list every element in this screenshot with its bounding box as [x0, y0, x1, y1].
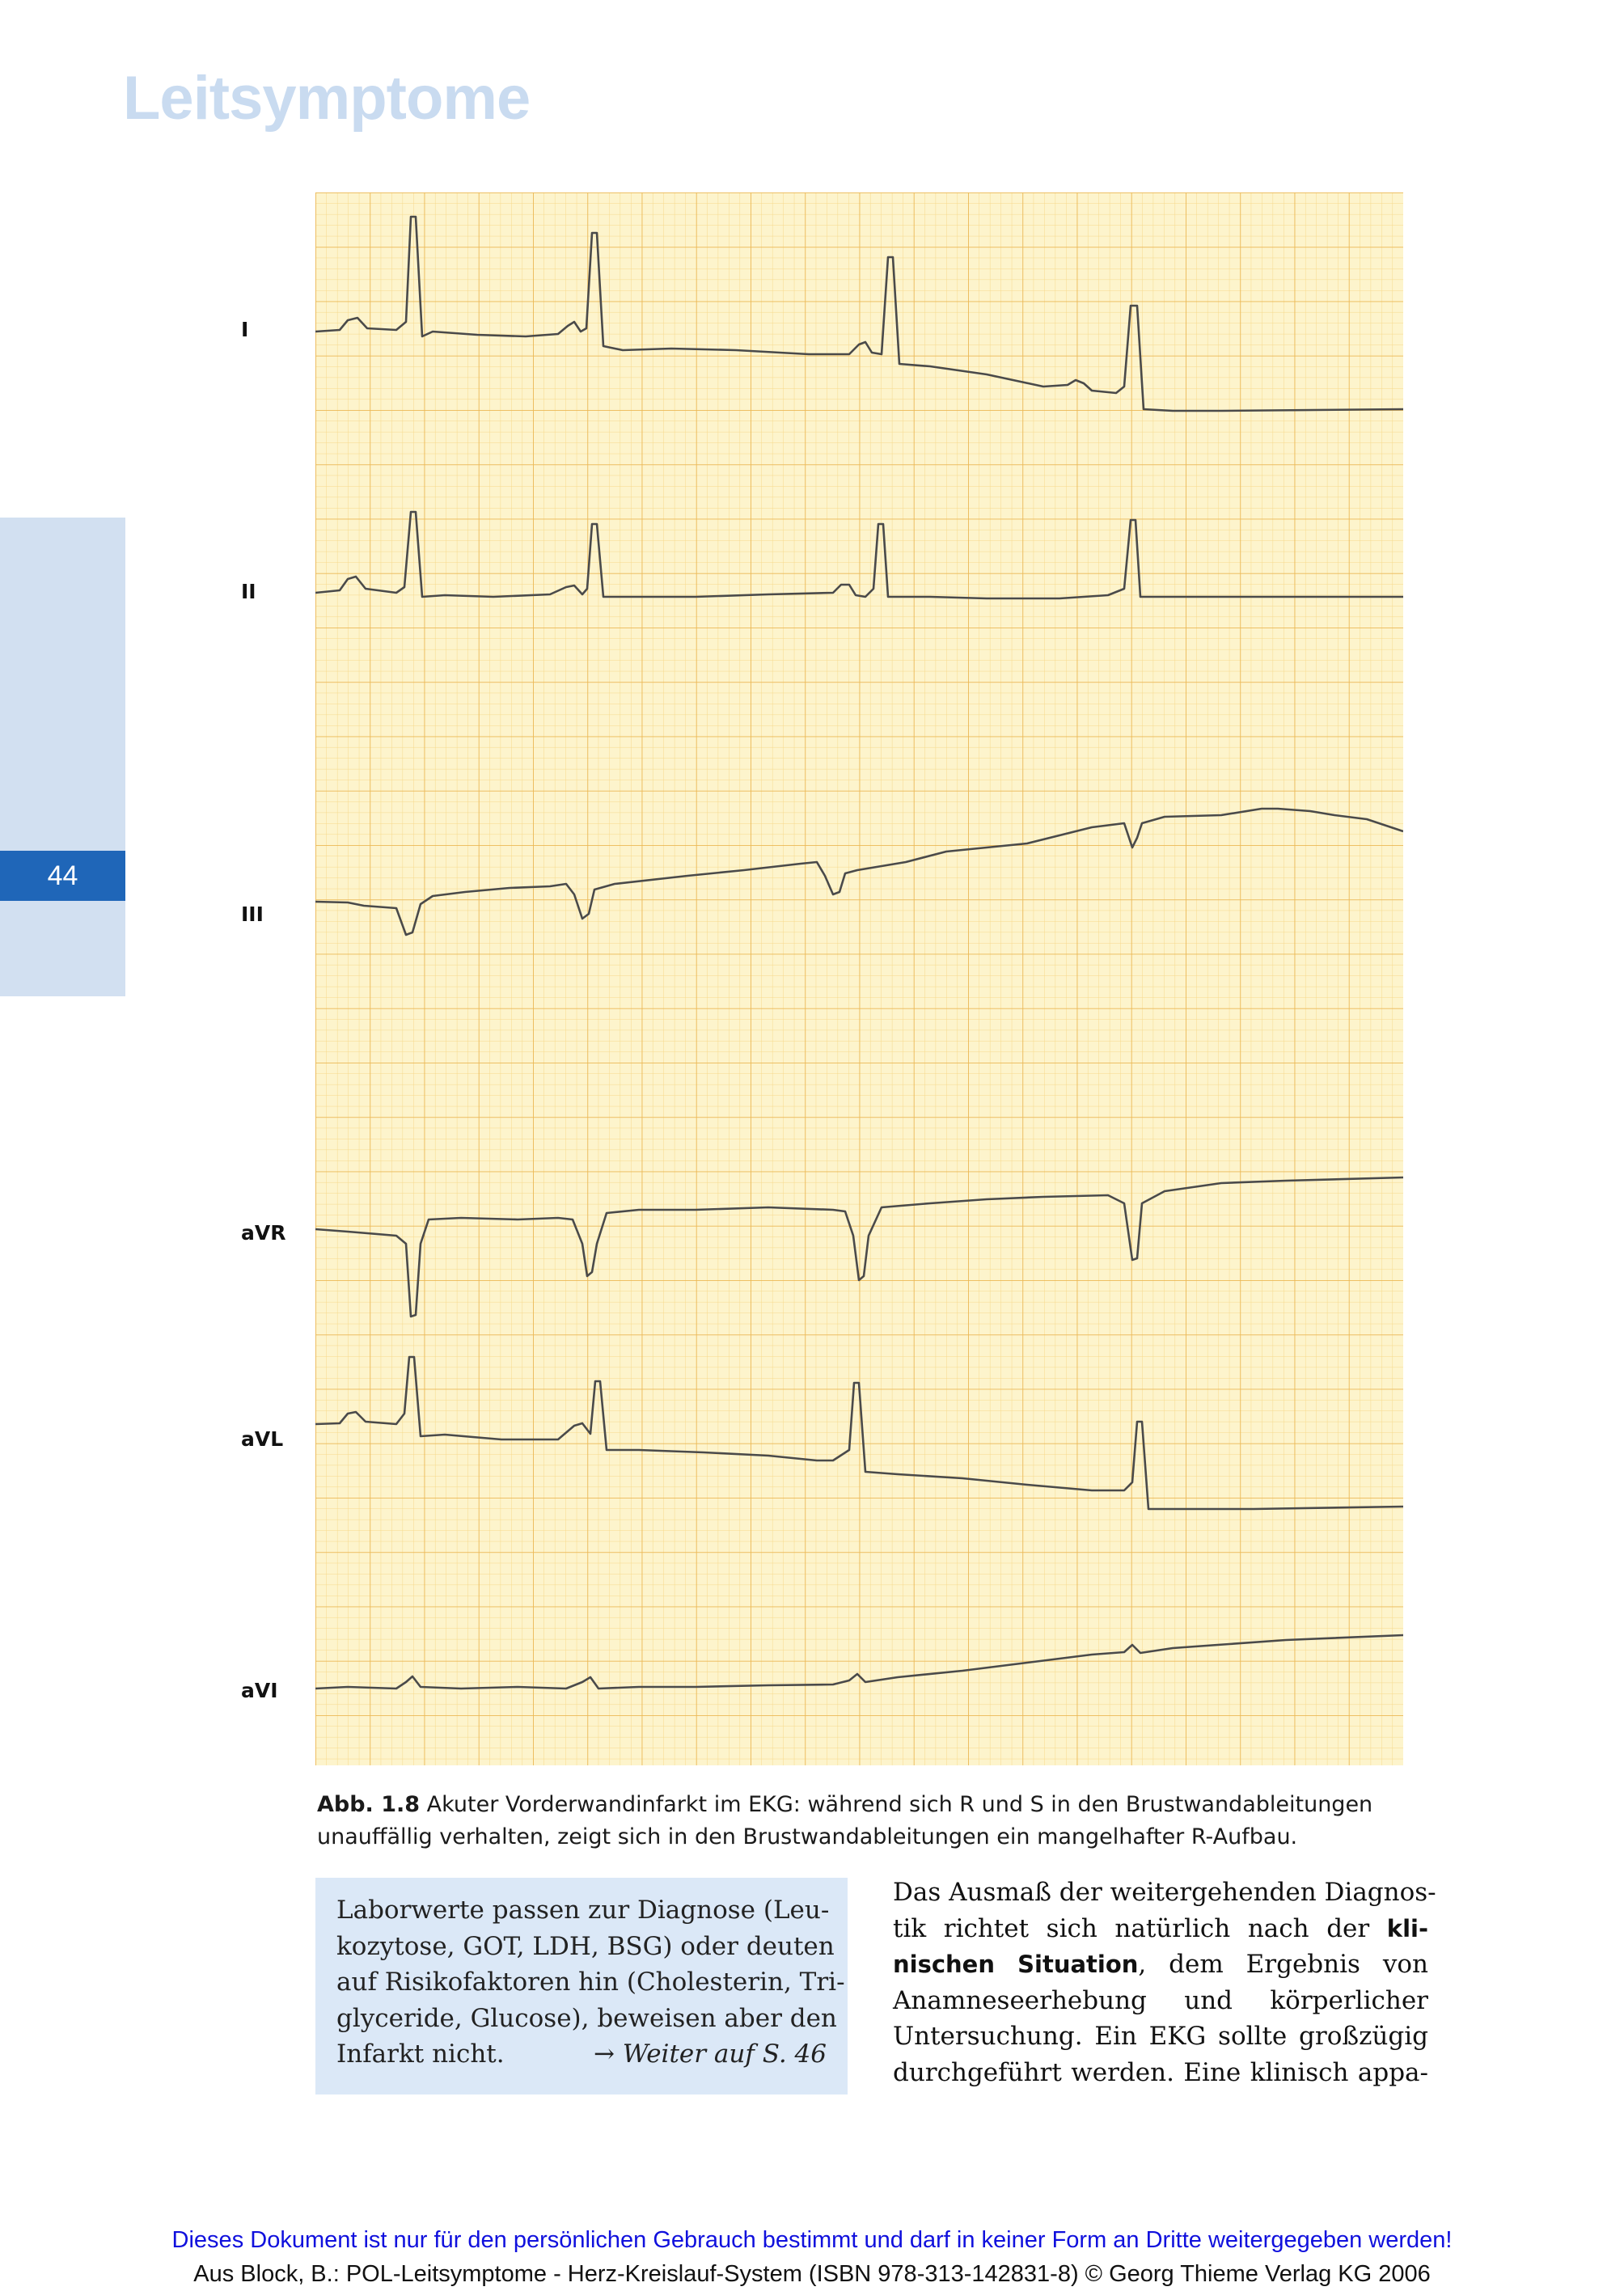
info-line-4: glyceride, Glucose), beweisen aber den — [336, 2003, 837, 2033]
lead-label-aVI: aVI — [241, 1679, 278, 1702]
body-text — [893, 1875, 1436, 2090]
body-line-4: Anamneseerhebung und körperlicher — [893, 1985, 1428, 2015]
footer-copyright-notice: Dieses Dokument ist nur für den persönlichen Gebrauch bestimmt und darf in keiner Form an Dritte weitergegeben werden! — [171, 2227, 1453, 2253]
lead-label-II: II — [241, 580, 256, 603]
info-line-1: Laborwerte passen zur Diagnose (Leu- — [336, 1896, 830, 1925]
info-line-5: Infarkt nicht. — [336, 2039, 505, 2069]
ecg-grid-paper — [315, 192, 1403, 1765]
keyword-situation: nischen Situation — [893, 1951, 1139, 1978]
info-last-line — [336, 2036, 827, 2073]
ecg-figure — [315, 192, 1403, 1765]
footer-source-citation: Aus Block, B.: POL-Leitsymptome - Herz-Kreislauf-System (ISBN 978-313-142831-8) © Georg Thieme Verlag KG 2006 — [193, 2261, 1431, 2287]
lead-label-aVL: aVL — [241, 1427, 284, 1451]
body-line-3-text: , dem Ergebnis von — [1138, 1950, 1428, 1979]
body-line-2 — [893, 1911, 1428, 1947]
figure-label: Abb. 1.8 — [317, 1792, 421, 1817]
body-line-6: durchgeführt werden. Eine klinisch appa- — [893, 2057, 1428, 2087]
body-line-1: Das Ausmaß der weitergehenden Diagnos- — [893, 1878, 1436, 1907]
caption-line-1 — [317, 1789, 1409, 1821]
info-line-3: auf Risikofaktoren hin (Cholesterin, Tri- — [336, 1968, 845, 1997]
info-box — [315, 1878, 848, 2094]
caption-text-1: Akuter Vorderwandinfarkt im EKG: während sich R und S in den Brustwandableitungen — [426, 1792, 1373, 1817]
caption-line-2: unauffällig verhalten, zeigt sich in den Brustwandableitungen ein mangelhafter R-Aufbau. — [317, 1824, 1298, 1849]
info-line-2: kozytose, GOT, LDH, BSG) oder deuten — [336, 1931, 835, 1961]
figure-caption — [317, 1789, 1409, 1854]
lead-label-I: I — [241, 318, 249, 341]
body-line-5: Untersuchung. Ein EKG sollte großzügig — [893, 2022, 1428, 2051]
chapter-side-tab — [0, 518, 125, 996]
cross-reference-link[interactable]: → Weiter auf S. 46 — [594, 2039, 827, 2069]
lead-label-III: III — [241, 902, 264, 926]
running-header-title: Leitsymptome — [123, 64, 531, 133]
page-number: 44 — [0, 851, 125, 901]
body-line-2-text: tik richtet sich natürlich nach der — [893, 1913, 1387, 1943]
body-line-3 — [893, 1947, 1428, 1983]
lead-label-aVR: aVR — [241, 1221, 286, 1245]
keyword-klinischen: kli- — [1386, 1914, 1428, 1942]
